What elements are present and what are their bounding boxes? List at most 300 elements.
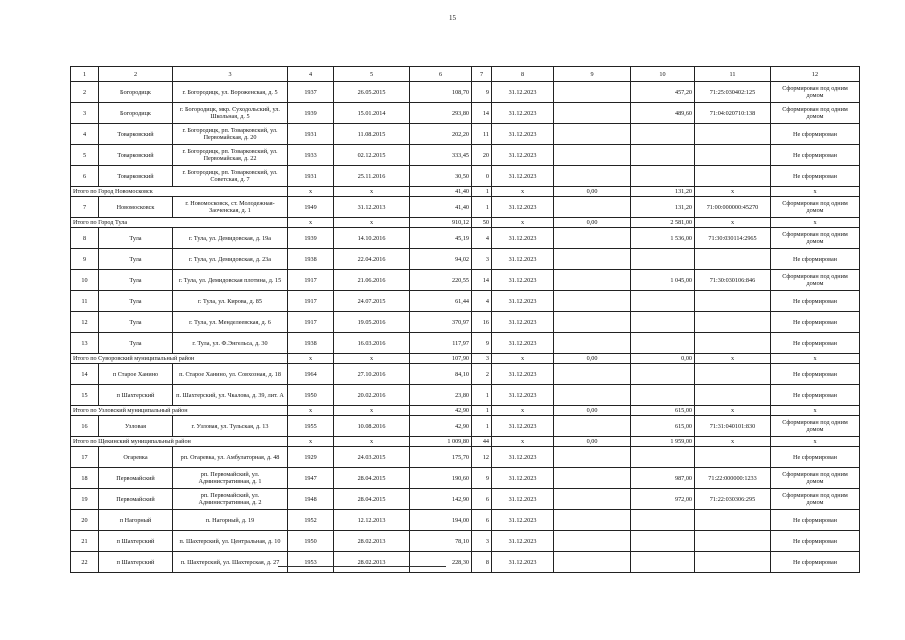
table-cell: 6 (71, 166, 99, 187)
table-cell: x (492, 218, 554, 228)
table-cell: Сформирован под одним домом (771, 228, 860, 249)
table-cell: 71:04:020710:138 (695, 103, 771, 124)
column-header: 8 (492, 67, 554, 82)
table-cell: 71:22:030306:295 (695, 489, 771, 510)
table-cell: 19.05.2016 (334, 312, 410, 333)
table-cell (695, 333, 771, 354)
table-cell: x (695, 354, 771, 364)
table-cell: 5 (71, 145, 99, 166)
table-cell: x (334, 218, 410, 228)
table-cell: 71:22:000000:1233 (695, 468, 771, 489)
table-cell (554, 197, 631, 218)
table-cell: 14 (71, 364, 99, 385)
table-cell: рп. Огаревка, ул. Амбулаторная, д. 48 (173, 447, 288, 468)
table-cell (554, 333, 631, 354)
subtotal-row (71, 406, 860, 416)
table-cell: Новомосковск (99, 197, 173, 218)
table-cell: 1939 (288, 103, 334, 124)
table-cell: 0 (472, 166, 492, 187)
table-cell: Не сформирован (771, 364, 860, 385)
table-cell: 84,10 (410, 364, 472, 385)
table-cell: 25.11.2016 (334, 166, 410, 187)
table-cell: 14 (472, 270, 492, 291)
table-cell (631, 552, 695, 573)
table-cell: 41,40 (410, 187, 472, 197)
table-cell: x (695, 218, 771, 228)
table-cell: x (288, 406, 334, 416)
table-cell: 142,90 (410, 489, 472, 510)
table-cell: Сформирован под одним домом (771, 103, 860, 124)
table-cell: п. Старое Ханино, ул. Совхозная, д. 18 (173, 364, 288, 385)
table-cell: 0,00 (554, 354, 631, 364)
table-cell: 370,97 (410, 312, 472, 333)
table-cell: x (492, 406, 554, 416)
table-cell: 11 (71, 291, 99, 312)
table-cell (695, 145, 771, 166)
table-cell: 131,20 (631, 197, 695, 218)
table-cell: 108,70 (410, 82, 472, 103)
table-cell: 28.02.2013 (334, 531, 410, 552)
table-cell: 31.12.2023 (492, 228, 554, 249)
table-cell: 457,20 (631, 82, 695, 103)
table-cell: 31.12.2023 (492, 197, 554, 218)
table-cell: 2 (71, 82, 99, 103)
table-cell: x (492, 187, 554, 197)
table-cell: 28.02.2013 (334, 552, 410, 573)
table-cell: 31.12.2023 (492, 166, 554, 187)
table-cell: x (492, 354, 554, 364)
table-cell: 489,60 (631, 103, 695, 124)
table-cell: 31.12.2023 (492, 103, 554, 124)
table-cell: 987,00 (631, 468, 695, 489)
table-cell: 45,19 (410, 228, 472, 249)
table-cell (631, 145, 695, 166)
table-cell: 1950 (288, 385, 334, 406)
table-row (71, 103, 860, 124)
table-row (71, 447, 860, 468)
table-cell: 31.12.2023 (492, 333, 554, 354)
table-cell: 22.04.2016 (334, 249, 410, 270)
table-cell: г. Богородицк, рп. Товарковский, ул. Первомайская, д. 22 (173, 145, 288, 166)
table-cell (554, 145, 631, 166)
table-cell: 4 (71, 124, 99, 145)
table-cell: 71:30:030106:846 (695, 270, 771, 291)
table-cell: 31.12.2023 (492, 312, 554, 333)
table-cell: x (771, 354, 860, 364)
table-cell: 1 536,00 (631, 228, 695, 249)
table-cell: 333,45 (410, 145, 472, 166)
table-cell: 8 (71, 228, 99, 249)
table-row (71, 489, 860, 510)
table-cell (631, 249, 695, 270)
subtotal-row (71, 354, 860, 364)
table-cell: 28.04.2015 (334, 489, 410, 510)
table-cell: 20.02.2016 (334, 385, 410, 406)
table-cell: 19 (71, 489, 99, 510)
table-row (71, 124, 860, 145)
column-header: 7 (472, 67, 492, 82)
table-cell: 31.12.2023 (492, 468, 554, 489)
column-header: 11 (695, 67, 771, 82)
subtotal-label: Итого по Щекинский муниципальный район (71, 437, 288, 447)
table-cell: 1 (472, 197, 492, 218)
table-cell (554, 364, 631, 385)
table-row (71, 249, 860, 270)
table-cell: x (334, 354, 410, 364)
table-cell (631, 166, 695, 187)
table-cell (631, 312, 695, 333)
table-cell: 1937 (288, 82, 334, 103)
table-cell: 16 (71, 416, 99, 437)
table-cell: 1948 (288, 489, 334, 510)
table-cell: Не сформирован (771, 145, 860, 166)
subtotal-label: Итого по Узловский муниципальный район (71, 406, 288, 416)
table-cell: 94,02 (410, 249, 472, 270)
table-cell: 15.01.2014 (334, 103, 410, 124)
table-cell: x (288, 437, 334, 447)
table-row (71, 145, 860, 166)
table-cell: Не сформирован (771, 291, 860, 312)
table-cell (631, 364, 695, 385)
table-cell: 3 (472, 354, 492, 364)
table-cell: 1931 (288, 166, 334, 187)
table-cell: 220,55 (410, 270, 472, 291)
table-cell: 1 (472, 187, 492, 197)
table-cell: п. Шахтерский, ул. Центральная, д. 10 (173, 531, 288, 552)
table-cell (554, 416, 631, 437)
subtotal-label: Итого по Город Новомосковск (71, 187, 288, 197)
table-cell (554, 103, 631, 124)
table-cell: 12 (71, 312, 99, 333)
table-cell: 1933 (288, 145, 334, 166)
table-cell: 1929 (288, 447, 334, 468)
table-cell (695, 249, 771, 270)
column-header: 10 (631, 67, 695, 82)
table-cell: 202,20 (410, 124, 472, 145)
table-cell: 117,97 (410, 333, 472, 354)
table-cell: x (771, 406, 860, 416)
table-cell: г. Тула, ул. Ф.Энгельса, д. 30 (173, 333, 288, 354)
table-cell: 24.07.2015 (334, 291, 410, 312)
table-cell: 31.12.2023 (492, 82, 554, 103)
table-cell: Не сформирован (771, 447, 860, 468)
table-cell: 0,00 (554, 406, 631, 416)
table-row (71, 312, 860, 333)
table-cell: Товарковский (99, 166, 173, 187)
table-cell: 1955 (288, 416, 334, 437)
table-cell (554, 385, 631, 406)
table-cell: Тула (99, 333, 173, 354)
table-row (71, 166, 860, 187)
subtotal-label: Итого по Суворовский муниципальный район (71, 354, 288, 364)
table-cell: Не сформирован (771, 124, 860, 145)
table-row (71, 197, 860, 218)
table-cell: 190,60 (410, 468, 472, 489)
table-cell: 23,80 (410, 385, 472, 406)
table-cell: г. Богородицк, рп. Товарковский, ул. Первомайская, д. 20 (173, 124, 288, 145)
column-header: 4 (288, 67, 334, 82)
table-cell: 28.04.2015 (334, 468, 410, 489)
table-cell: 0,00 (554, 187, 631, 197)
table-cell: 1 959,00 (631, 437, 695, 447)
subtotal-label: Итого по Город Тула (71, 218, 288, 228)
table-cell: 31.12.2023 (492, 145, 554, 166)
table-cell: x (334, 437, 410, 447)
table-cell: 1938 (288, 249, 334, 270)
table-cell: 31.12.2023 (492, 552, 554, 573)
table-cell: 31.12.2023 (492, 531, 554, 552)
table-cell: 3 (472, 531, 492, 552)
subtotal-row (71, 437, 860, 447)
table-cell: п Шахтерский (99, 531, 173, 552)
table-cell: 0,00 (631, 354, 695, 364)
table-cell: 71:00:000000:45270 (695, 197, 771, 218)
table-cell (554, 510, 631, 531)
table-cell: 21.06.2016 (334, 270, 410, 291)
table-row (71, 270, 860, 291)
table-cell: 27.10.2016 (334, 364, 410, 385)
column-header: 12 (771, 67, 860, 82)
table-cell: 26.05.2015 (334, 82, 410, 103)
table-cell: 9 (472, 468, 492, 489)
table-cell: x (288, 354, 334, 364)
footer-divider (278, 566, 446, 567)
table-cell: Товарковский (99, 145, 173, 166)
table-cell: г. Богородицк, мкр. Суходольский, ул. Школьная, д. 5 (173, 103, 288, 124)
table-cell (631, 124, 695, 145)
table-cell (631, 510, 695, 531)
table-cell: x (695, 187, 771, 197)
table-cell: 1 (472, 416, 492, 437)
table-cell (695, 447, 771, 468)
table-row (71, 531, 860, 552)
table-cell: x (771, 218, 860, 228)
table-cell: 31.12.2023 (492, 416, 554, 437)
column-header: 9 (554, 67, 631, 82)
table-cell: 1953 (288, 552, 334, 573)
table-cell: 61,44 (410, 291, 472, 312)
page-number: 15 (449, 14, 456, 22)
table-cell: Не сформирован (771, 312, 860, 333)
table-cell: 6 (472, 489, 492, 510)
table-cell: 42,90 (410, 416, 472, 437)
table-cell: 0,00 (554, 218, 631, 228)
table-cell: 1931 (288, 124, 334, 145)
table-cell: x (288, 218, 334, 228)
table-cell: 9 (472, 333, 492, 354)
table-cell: 175,70 (410, 447, 472, 468)
table-cell: Сформирован под одним домом (771, 489, 860, 510)
table-cell: Тула (99, 228, 173, 249)
table-cell (554, 312, 631, 333)
table-cell: Не сформирован (771, 333, 860, 354)
table-cell: 22 (71, 552, 99, 573)
table-cell: Сформирован под одним домом (771, 416, 860, 437)
table-cell (695, 364, 771, 385)
table-cell: 1964 (288, 364, 334, 385)
table-cell: г. Тула, ул. Кирова, д. 85 (173, 291, 288, 312)
table-cell (631, 531, 695, 552)
table-cell: Не сформирован (771, 166, 860, 187)
table-cell: 4 (472, 291, 492, 312)
table-cell (554, 552, 631, 573)
table-cell (695, 385, 771, 406)
table-row (71, 552, 860, 573)
table-cell: 1938 (288, 333, 334, 354)
table-cell: Сформирован под одним домом (771, 197, 860, 218)
table-row (71, 333, 860, 354)
table-cell: 1 045,00 (631, 270, 695, 291)
table-cell: 4 (472, 228, 492, 249)
table-cell: 1950 (288, 531, 334, 552)
column-number-header (71, 67, 860, 82)
table-cell: 31.12.2023 (492, 291, 554, 312)
table-cell: 10 (71, 270, 99, 291)
table-cell (554, 124, 631, 145)
table-cell: п Нагорный (99, 510, 173, 531)
table-cell (631, 385, 695, 406)
table-cell (554, 468, 631, 489)
table-cell: Тула (99, 312, 173, 333)
table-row (71, 416, 860, 437)
table-cell: Огаревка (99, 447, 173, 468)
table-cell (631, 291, 695, 312)
table-cell: Первомайский (99, 489, 173, 510)
table-cell: 293,80 (410, 103, 472, 124)
table-cell (554, 489, 631, 510)
table-cell: 7 (71, 197, 99, 218)
table-cell: 615,00 (631, 406, 695, 416)
table-cell: 1949 (288, 197, 334, 218)
subtotal-row (71, 187, 860, 197)
table-cell (554, 82, 631, 103)
table-cell (695, 510, 771, 531)
table-cell: 11 (472, 124, 492, 145)
table-cell: Тула (99, 270, 173, 291)
table-cell: 1939 (288, 228, 334, 249)
table-cell: x (334, 406, 410, 416)
table-cell: 6 (472, 510, 492, 531)
table-cell: 50 (472, 218, 492, 228)
table-cell: 41,40 (410, 197, 472, 218)
table-cell: г. Богородицк, рп. Товарковский, ул. Советская, д. 7 (173, 166, 288, 187)
table-cell: 44 (472, 437, 492, 447)
table-cell: п Старое Ханино (99, 364, 173, 385)
table-cell: 910,12 (410, 218, 472, 228)
table-cell: 228,30 (410, 552, 472, 573)
table-cell: Тула (99, 291, 173, 312)
table-cell: 1917 (288, 270, 334, 291)
table-cell: 16.03.2016 (334, 333, 410, 354)
table-cell: 3 (472, 249, 492, 270)
table-cell: 31.12.2023 (492, 249, 554, 270)
table-cell: г. Новомосковск, ст. Молодежная-Заоченская, д. 1 (173, 197, 288, 218)
table-row (71, 510, 860, 531)
table-row (71, 385, 860, 406)
table-cell: 14 (472, 103, 492, 124)
table-cell: 31.12.2023 (492, 124, 554, 145)
table-cell: 31.12.2013 (334, 197, 410, 218)
column-header: 1 (71, 67, 99, 82)
table-cell: 10.08.2016 (334, 416, 410, 437)
table-cell: 78,10 (410, 531, 472, 552)
table-cell: 12.12.2013 (334, 510, 410, 531)
table-cell: Не сформирован (771, 249, 860, 270)
table-cell (695, 166, 771, 187)
table-cell: п. Нагорный, д. 19 (173, 510, 288, 531)
table-row (71, 291, 860, 312)
table-cell: 9 (71, 249, 99, 270)
table-cell: Богородицк (99, 82, 173, 103)
table-cell (554, 249, 631, 270)
table-cell: г. Богородицк, ул. Вороженская, д. 5 (173, 82, 288, 103)
table-cell (554, 270, 631, 291)
table-cell (695, 124, 771, 145)
table-cell: 131,20 (631, 187, 695, 197)
table-cell: x (492, 437, 554, 447)
table-cell: 1952 (288, 510, 334, 531)
table-cell: 1 (472, 406, 492, 416)
table-cell: 31.12.2023 (492, 385, 554, 406)
table-cell: 31.12.2023 (492, 489, 554, 510)
table-cell: 3 (71, 103, 99, 124)
table-cell: 31.12.2023 (492, 270, 554, 291)
table-cell (554, 447, 631, 468)
table-cell: Не сформирован (771, 385, 860, 406)
table-cell: 30,50 (410, 166, 472, 187)
table-cell: Первомайский (99, 468, 173, 489)
table-cell: 1 009,80 (410, 437, 472, 447)
table-cell: x (695, 437, 771, 447)
table-cell: г. Тула, ул. Демидовская, д. 19а (173, 228, 288, 249)
table-cell: п Шахтерский (99, 552, 173, 573)
table-cell: Тула (99, 249, 173, 270)
table-cell (554, 531, 631, 552)
table-cell: 31.12.2023 (492, 364, 554, 385)
table-cell: 1 (472, 385, 492, 406)
table-cell: Сформирован под одним домом (771, 270, 860, 291)
table-cell: 20 (472, 145, 492, 166)
table-cell: Сформирован под одним домом (771, 82, 860, 103)
table-cell (631, 447, 695, 468)
table-cell: п. Шахтерский, ул. Шахтерская, д. 27 (173, 552, 288, 573)
table-cell: г. Узловая, ул. Тульская, д. 13 (173, 416, 288, 437)
column-header: 3 (173, 67, 288, 82)
table-cell: г. Тула, ул. Менделеевская, д. 6 (173, 312, 288, 333)
table-cell: рп. Первомайский, ул. Административная, д. 2 (173, 489, 288, 510)
table-cell: 42,90 (410, 406, 472, 416)
table-cell (554, 291, 631, 312)
table-cell: x (334, 187, 410, 197)
table-cell: 615,00 (631, 416, 695, 437)
table-cell: п Шахтерский (99, 385, 173, 406)
table-cell: x (695, 406, 771, 416)
table-cell (695, 531, 771, 552)
table-cell: 972,00 (631, 489, 695, 510)
table-cell: п. Шахтерский, ул. Чкалова, д. 39, лит. А (173, 385, 288, 406)
registry-table (70, 66, 860, 573)
table-cell: г. Тула, ул. Демидовская, д. 23а (173, 249, 288, 270)
table-cell: 9 (472, 82, 492, 103)
table-cell: 71:25:030402:125 (695, 82, 771, 103)
table-cell: Не сформирован (771, 531, 860, 552)
table-cell: 1917 (288, 312, 334, 333)
table-row (71, 468, 860, 489)
table-cell: 16 (472, 312, 492, 333)
table-cell: 24.03.2015 (334, 447, 410, 468)
table-cell (695, 291, 771, 312)
table-cell: рп. Первомайский, ул. Административная, д. 1 (173, 468, 288, 489)
